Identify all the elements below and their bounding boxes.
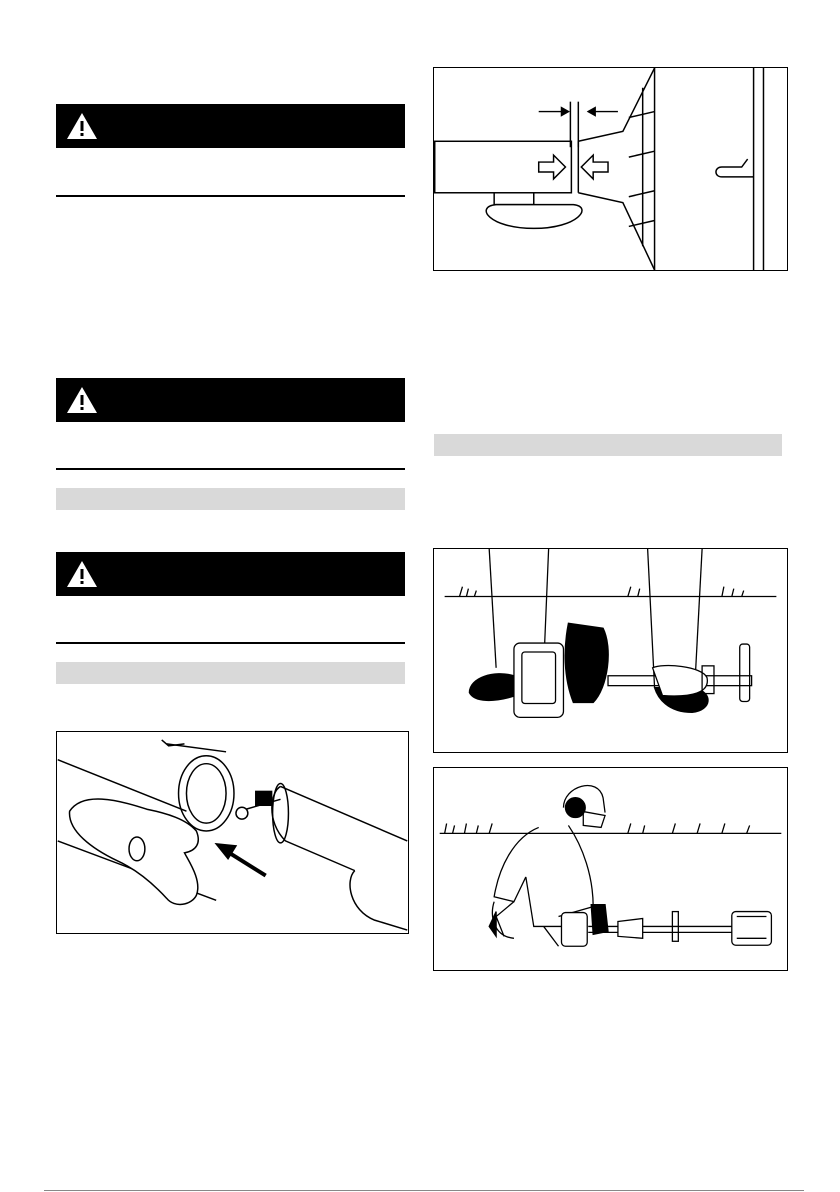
warning-triangle-icon (60, 378, 104, 422)
gap-alignment-illustration (433, 67, 788, 271)
warning-triangle-icon (60, 104, 104, 148)
kneeling-start-illustration (433, 767, 788, 971)
divider (56, 642, 405, 644)
standing-start-illustration (433, 548, 788, 753)
warning-header (56, 378, 405, 422)
warning-triangle-icon (60, 552, 104, 596)
section-heading-bar (56, 662, 405, 684)
shaft-coupling-illustration (56, 731, 409, 934)
section-heading-bar (56, 488, 405, 510)
page-bottom-edge (44, 1190, 804, 1191)
warning-header (56, 104, 405, 148)
section-heading-bar (434, 434, 782, 456)
warning-header (56, 552, 405, 596)
divider (56, 195, 405, 197)
divider (56, 468, 405, 470)
